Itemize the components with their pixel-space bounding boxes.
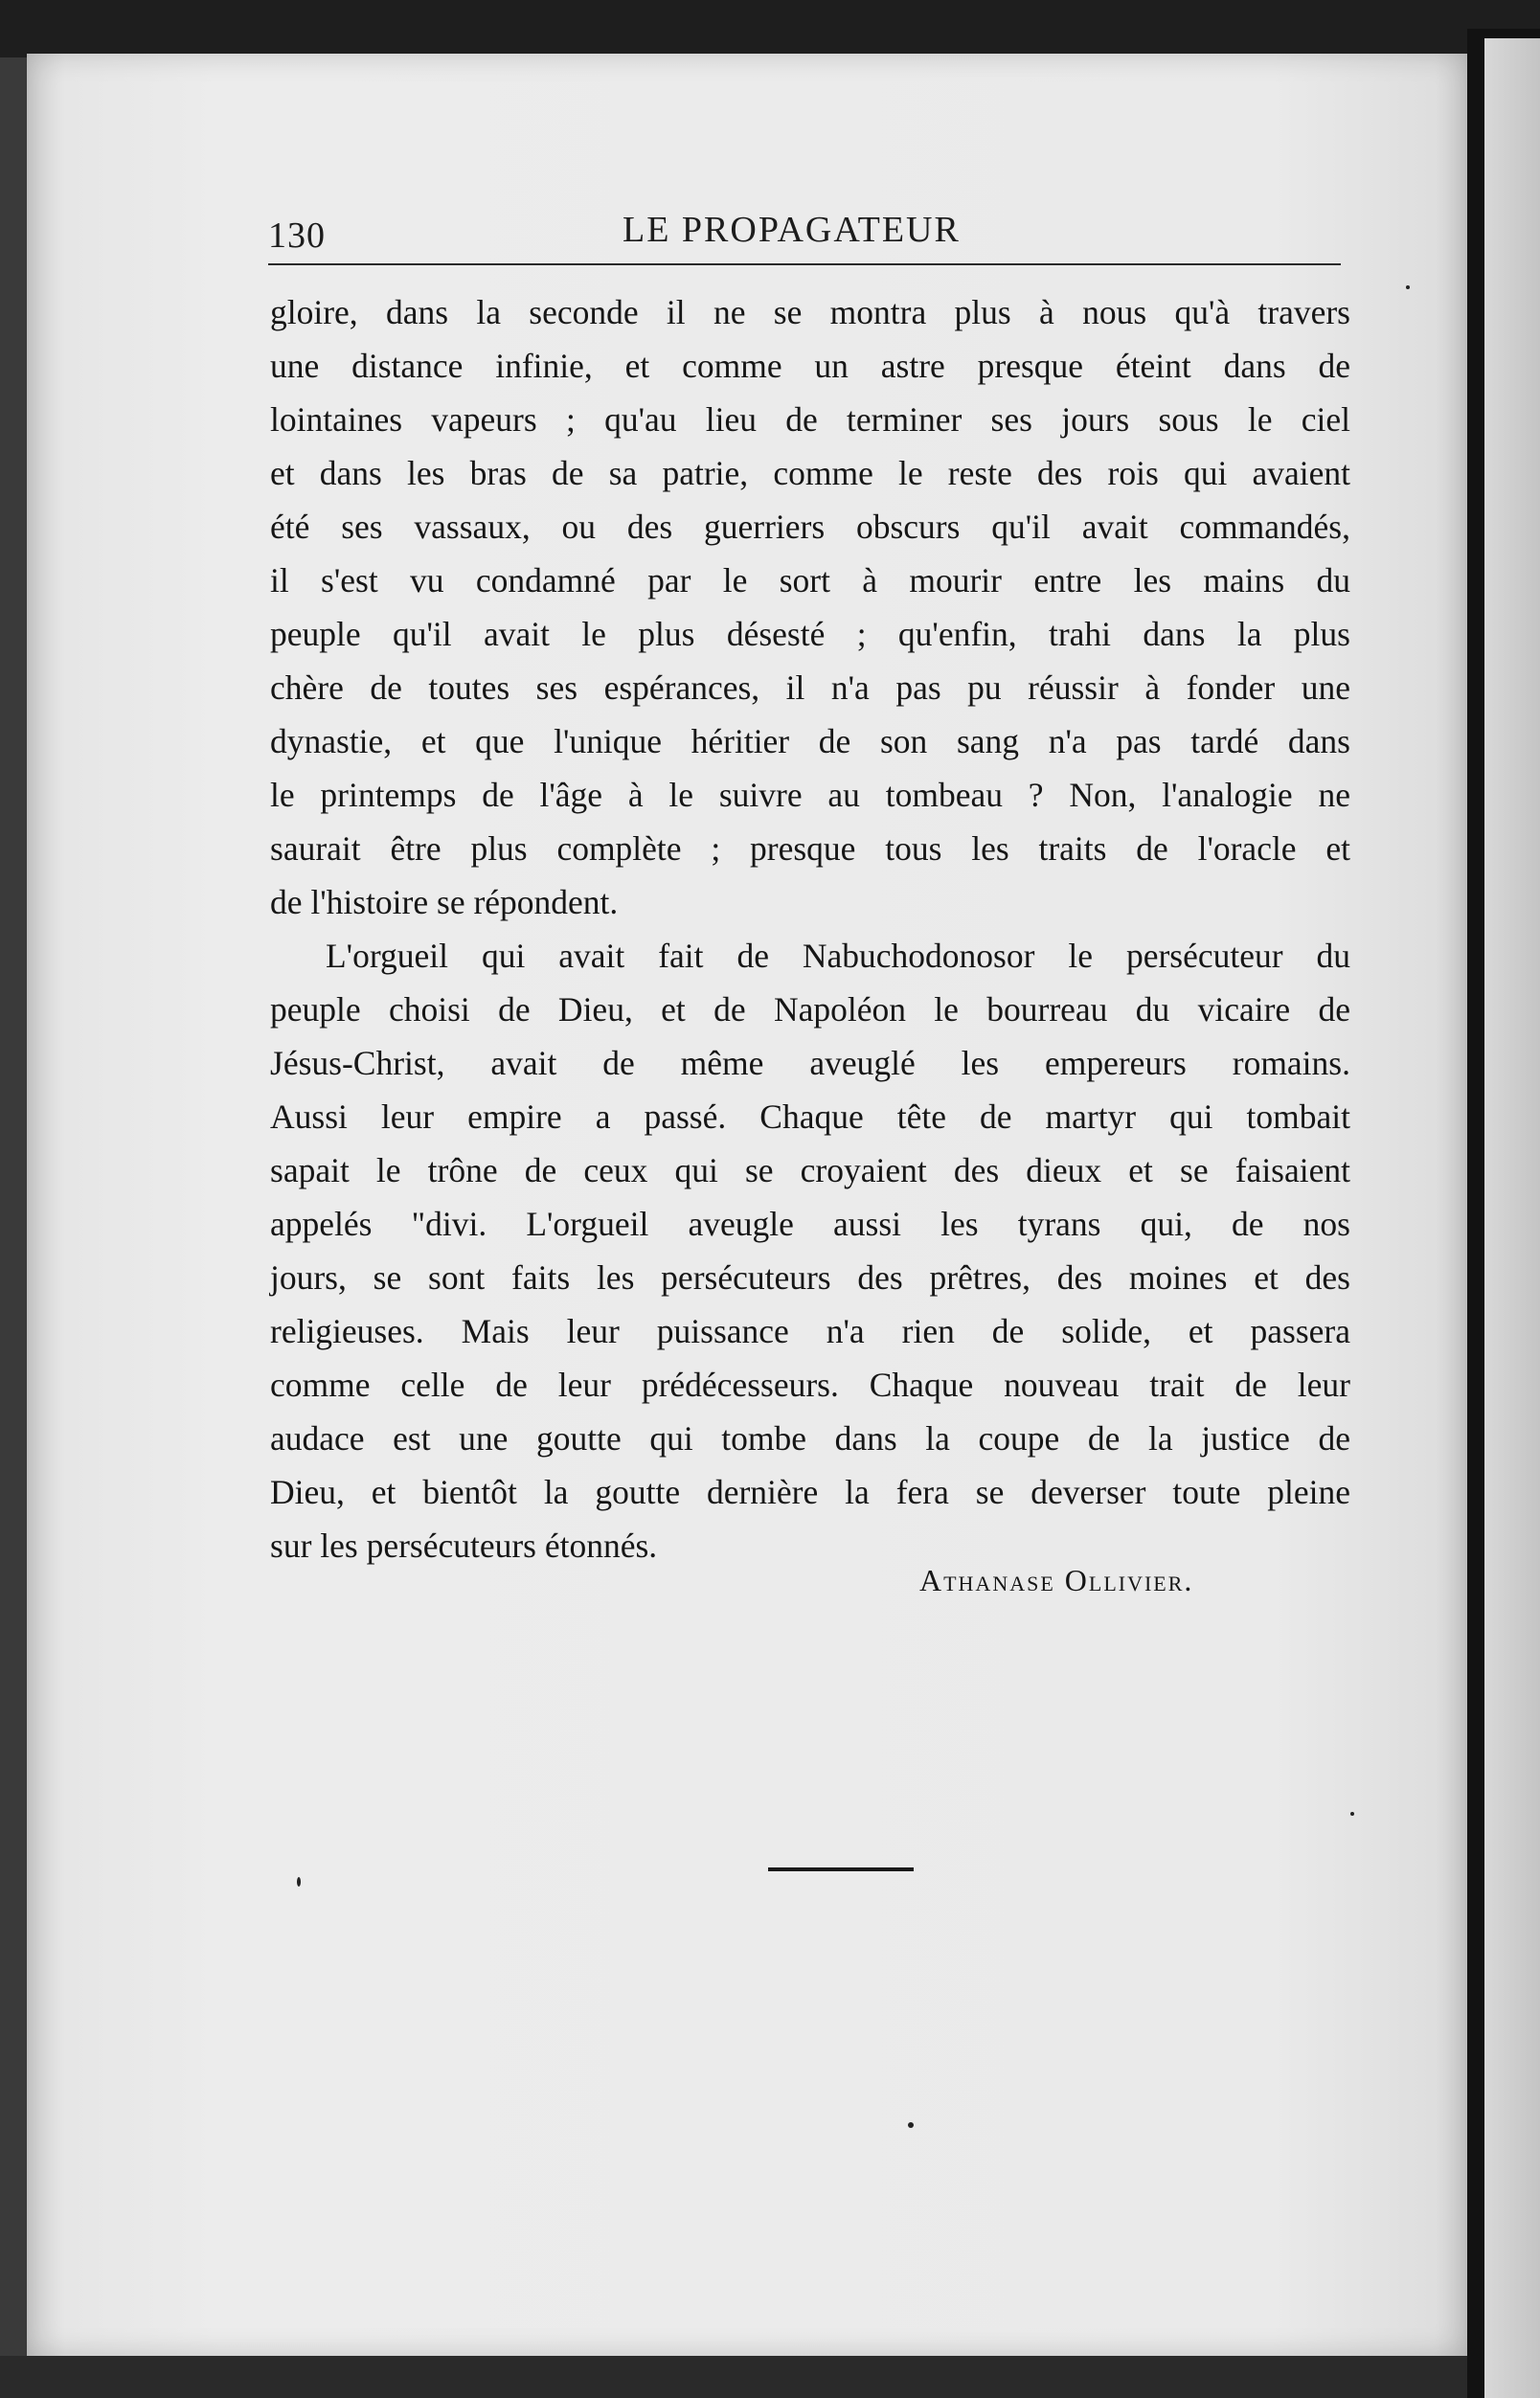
scan-speck — [1406, 285, 1410, 289]
scan-speck — [908, 2122, 914, 2128]
text-line: audace est une goutte qui tombe dans la coupe de la justice de — [270, 1419, 1350, 1458]
text-line: et dans les bras de sa patrie, comme le reste des rois qui avaient — [270, 454, 1350, 492]
text-line: comme celle de leur prédécesseurs. Chaque nouveau trait de leur — [270, 1366, 1350, 1404]
paragraph-first-line: L'orgueil qui avait fait de Nabuchodonosor le persécuteur du — [326, 937, 1350, 975]
text-line: dynastie, et que l'unique héritier de son sang n'a pas tardé dans — [270, 722, 1350, 760]
scan-speck — [297, 1877, 301, 1887]
text-line: lointaines vapeurs ; qu'au lieu de terminer ses jours sous le ciel — [270, 400, 1350, 439]
scan-speck — [1350, 1812, 1354, 1816]
text-line: religieuses. Mais leur puissance n'a rien de solide, et passera — [270, 1312, 1350, 1350]
scan-bottom-border — [0, 2356, 1467, 2398]
header-rule — [268, 263, 1341, 265]
text-line: saurait être plus complète ; presque tous les traits de l'oracle et — [270, 829, 1350, 868]
closing-rule — [768, 1867, 914, 1871]
page-number: 130 — [268, 215, 326, 256]
text-line: été ses vassaux, ou des guerriers obscurs qu'il avait commandés, — [270, 508, 1350, 546]
text-line: peuple qu'il avait le plus désesté ; qu'enfin, trahi dans la plus — [270, 615, 1350, 653]
text-line: Jésus-Christ, avait de même aveuglé les empereurs romains. — [270, 1044, 1350, 1082]
text-line: gloire, dans la seconde il ne se montra plus à nous qu'à travers — [270, 293, 1350, 331]
running-title: LE PROPAGATEUR — [623, 210, 961, 250]
scan-top-border — [0, 0, 1540, 57]
text-line: Aussi leur empire a passé. Chaque tête de martyr qui tombait — [270, 1097, 1350, 1136]
text-line: jours, se sont faits les persécuteurs des prêtres, des moines et des — [270, 1258, 1350, 1297]
text-line: le printemps de l'âge à le suivre au tombeau ? Non, l'analogie ne — [270, 776, 1350, 814]
text-line: chère de toutes ses espérances, il n'a pas pu réussir à fonder une — [270, 668, 1350, 707]
adjacent-page-edge — [1484, 38, 1540, 2398]
paragraph-end-line: de l'histoire se répondent. — [270, 883, 619, 921]
paragraph-end-line: sur les persécuteurs étonnés. — [270, 1527, 658, 1565]
text-line: il s'est vu condamné par le sort à mourir entre les mains du — [270, 561, 1350, 600]
text-line: Dieu, et bientôt la goutte dernière la fera se deverser toute pleine — [270, 1473, 1350, 1511]
text-line: peuple choisi de Dieu, et de Napoléon le bourreau du vicaire de — [270, 990, 1350, 1029]
author-signature: Athanase Ollivier. — [919, 1563, 1194, 1597]
text-line: sapait le trône de ceux qui se croyaient des dieux et se faisaient — [270, 1151, 1350, 1189]
text-line: une distance infinie, et comme un astre presque éteint dans de — [270, 347, 1350, 385]
body-text — [270, 285, 1350, 1572]
text-line: appelés "divi. L'orgueil aveugle aussi les tyrans qui, de nos — [270, 1205, 1350, 1243]
